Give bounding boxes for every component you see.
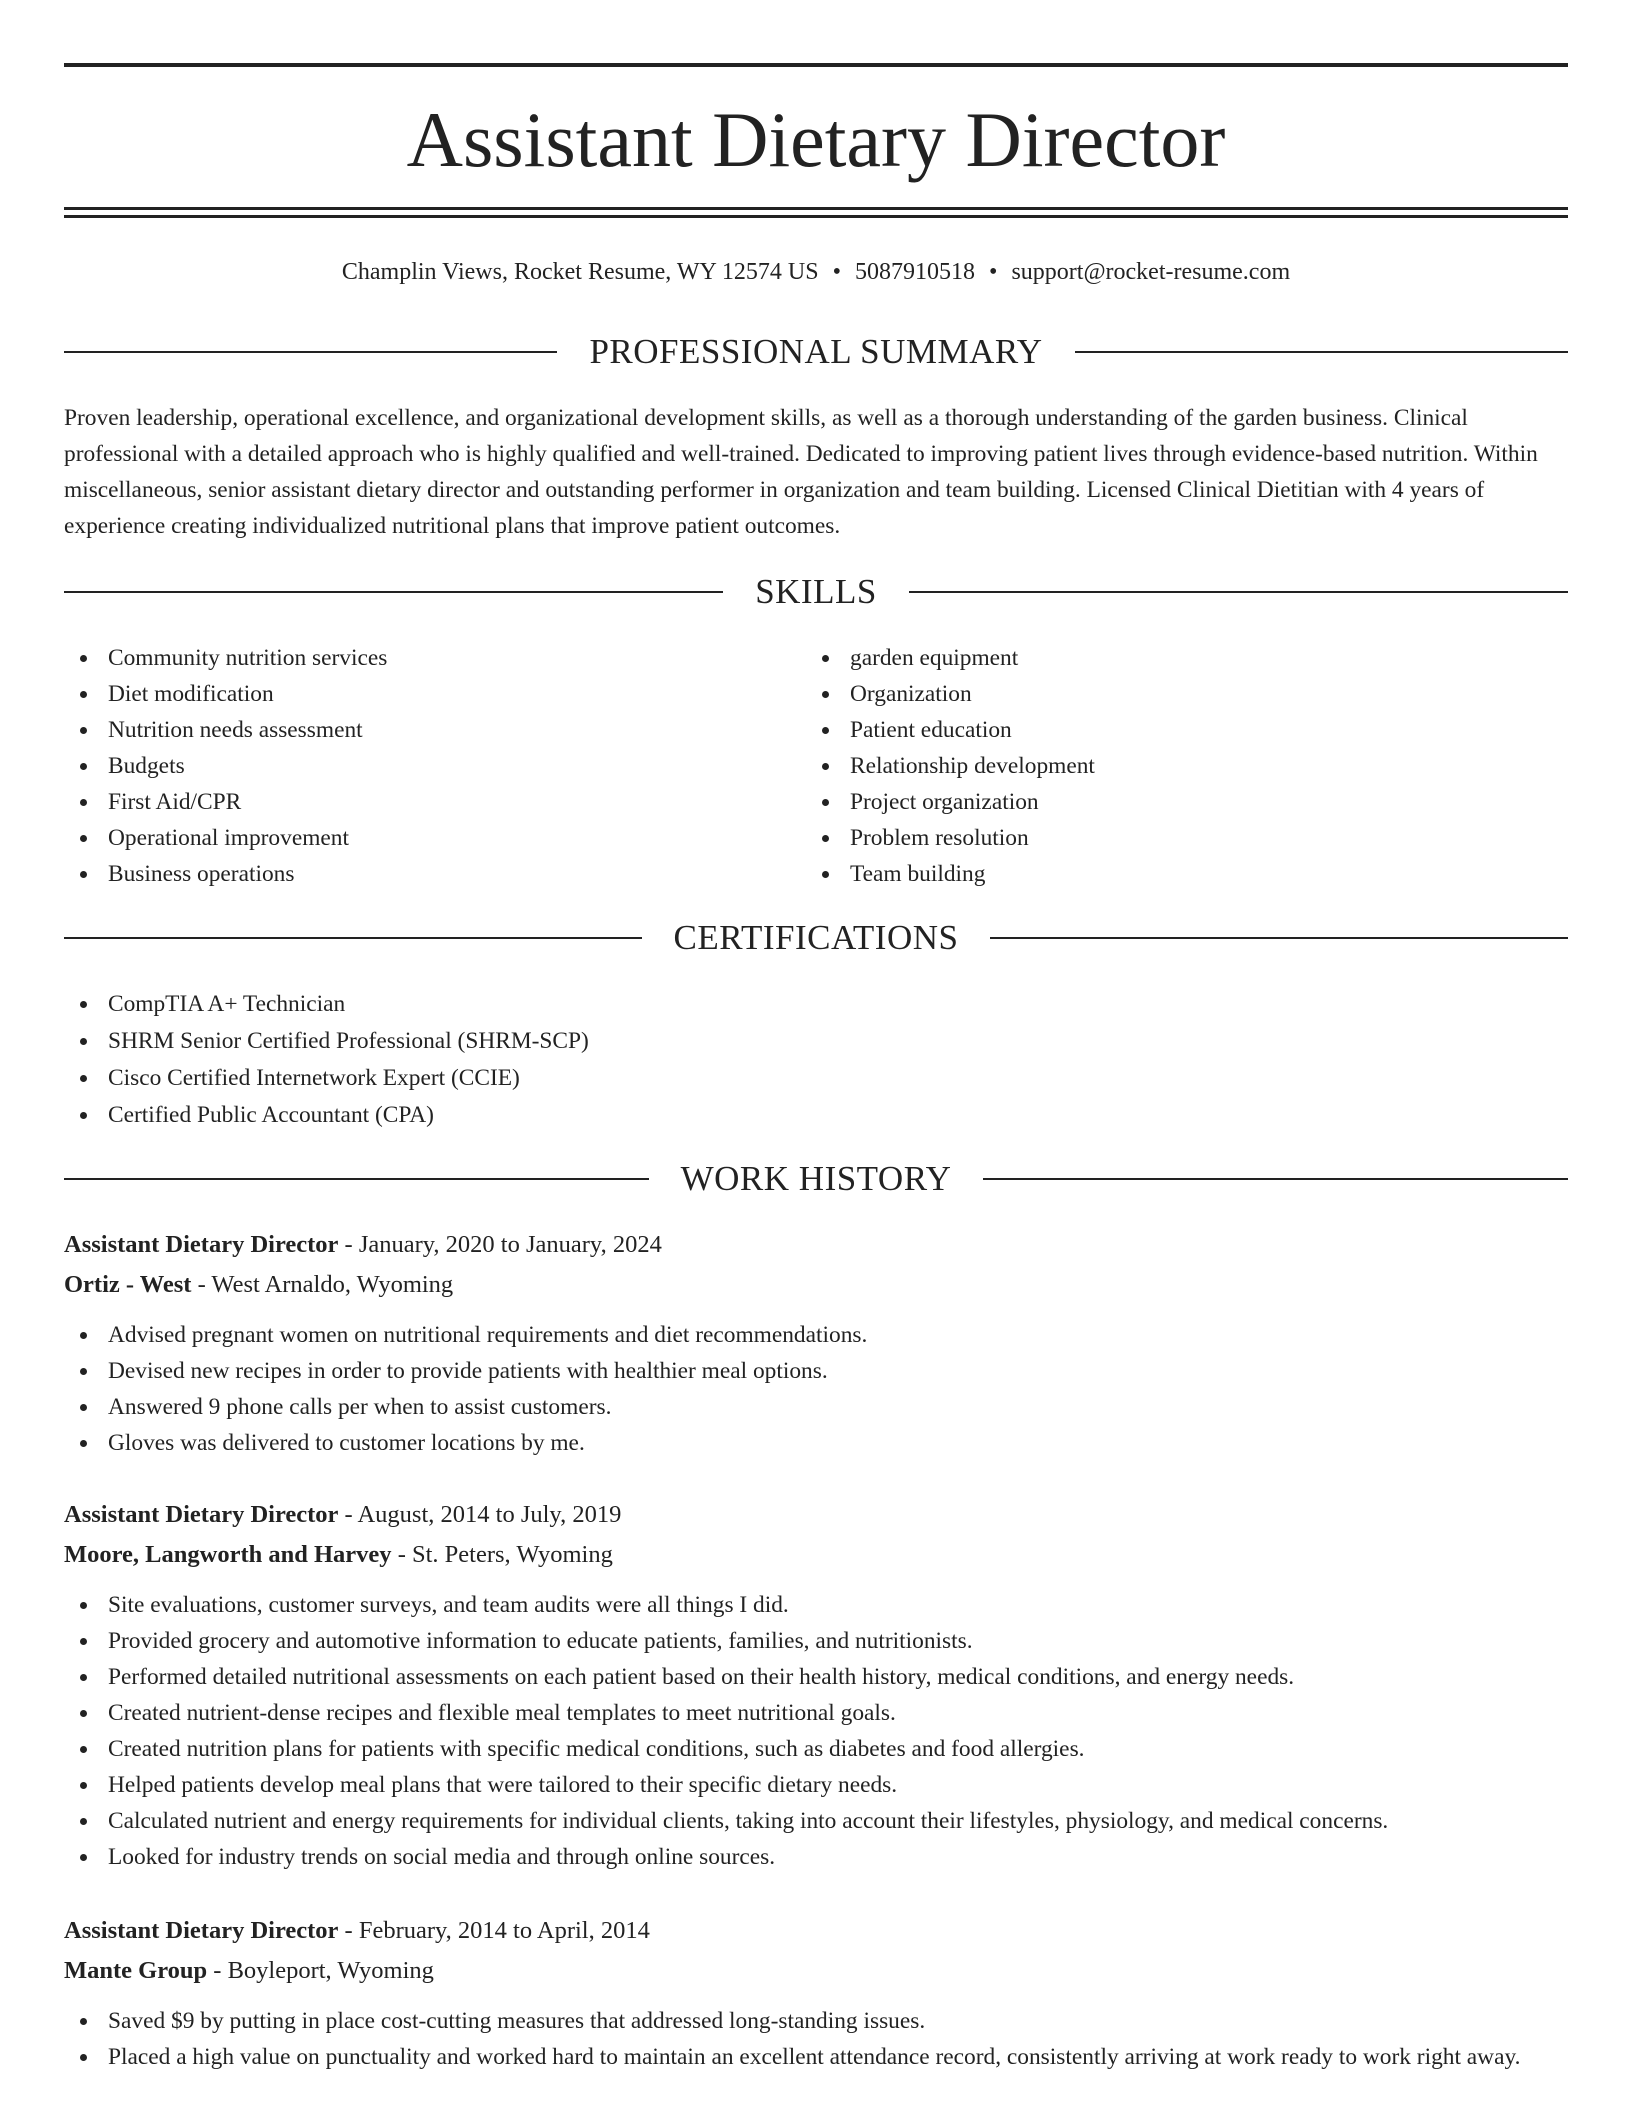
job-duty: Saved $9 by putting in place cost-cutting measures that addressed long-standing issues. [64,2003,1568,2039]
job-title: Assistant Dietary Director [64,1231,339,1258]
job-dates: - January, 2020 to January, 2024 [338,1231,662,1258]
skill-item: Patient education [806,712,1506,748]
job-title-line [64,1911,1568,1951]
job-duty: Looked for industry trends on social media and through online sources. [64,1839,1568,1875]
job-duty: Placed a high value on punctuality and worked hard to maintain an excellent attendance record, consistently arriving at work ready to work right away. [64,2039,1568,2075]
section-heading-skills [64,570,1568,614]
skill-item: Diet modification [64,676,764,712]
contact-separator: • [989,259,998,285]
job-location: - Boyleport, Wyoming [207,1957,434,1984]
job-company: Ortiz - West [64,1271,192,1298]
job-location: - West Arnaldo, Wyoming [191,1271,454,1298]
section-title: WORK HISTORY [680,1159,952,1198]
header-bottom-rule [64,207,1568,210]
skill-item: Team building [806,856,1506,892]
heading-rule [64,591,723,593]
page-title: Assistant Dietary Director [406,96,1226,183]
skill-item: Budgets [64,748,764,784]
contact-phone: 5087910518 [855,259,976,285]
section-title: PROFESSIONAL SUMMARY [589,332,1043,371]
skill-item: First Aid/CPR [64,784,764,820]
header-bottom-rule-inner [64,215,1568,218]
contact-line [64,254,1568,290]
job-duty: Helped patients develop meal plans that were tailored to their specific dietary needs. [64,1767,1568,1803]
skills-list-right [806,640,1506,892]
job-title: Assistant Dietary Director [64,1501,339,1528]
certifications-list [64,986,1568,1134]
contact-separator: • [832,259,842,285]
skill-item: Problem resolution [806,820,1506,856]
heading-rule [983,1178,1568,1180]
heading-rule [909,591,1568,593]
header-top-rule [64,63,1568,67]
job-dates: - February, 2014 to April, 2014 [338,1917,650,1944]
job-location: - St. Peters, Wyoming [391,1541,613,1568]
job-duties-list [64,2003,1568,2075]
job-entry [64,1225,1568,1461]
heading-rule [64,1178,649,1180]
contact-email: support@rocket-resume.com [1011,259,1291,285]
section-title: CERTIFICATIONS [673,918,959,957]
heading-rule [64,937,642,939]
skill-item: Operational improvement [64,820,764,856]
job-title-line [64,1225,1568,1265]
skills-list-left [64,640,764,892]
job-duty: Site evaluations, customer surveys, and team audits were all things I did. [64,1587,1568,1623]
certification-item: SHRM Senior Certified Professional (SHRM-SCP) [64,1023,1568,1060]
job-duty: Gloves was delivered to customer locations by me. [64,1425,1568,1461]
job-dates: - August, 2014 to July, 2019 [338,1501,622,1528]
heading-rule [64,351,557,353]
section-title: SKILLS [755,572,877,611]
skill-item: Nutrition needs assessment [64,712,764,748]
job-company-line [64,1951,1568,1991]
section-heading-certifications [64,916,1568,960]
job-entry [64,1495,1568,1875]
certification-item: Certified Public Accountant (CPA) [64,1097,1568,1134]
job-company: Moore, Langworth and Harvey [64,1541,392,1568]
summary-text: Proven leadership, operational excellence, and organizational development skills, as well as a thorough understanding of the garden business. Clinical professional with a detailed approach who is highly qualified and well-trained. Dedicated to improving patient lives through evidence-based nutrition. Within miscellaneous, senior assistant dietary director and outstanding performer in organization and team building. Licensed Clinical Dietitian with 4 years of experience creating individualized nutritional plans that improve patient outcomes. [64,405,1538,539]
job-duty: Calculated nutrient and energy requirements for individual clients, taking into account their lifestyles, physiology, and medical concerns. [64,1803,1568,1839]
job-duty: Created nutrition plans for patients with specific medical conditions, such as diabetes and food allergies. [64,1731,1568,1767]
skill-item: Organization [806,676,1506,712]
contact-address: Champlin Views, Rocket Resume, WY 12574 US [341,259,819,285]
job-duty: Performed detailed nutritional assessments on each patient based on their health history, medical conditions, and energy needs. [64,1659,1568,1695]
job-duty: Answered 9 phone calls per when to assist customers. [64,1389,1568,1425]
section-heading-summary [64,330,1568,374]
skill-item: Community nutrition services [64,640,764,676]
job-entry [64,1911,1568,2075]
job-duties-list [64,1587,1568,1875]
job-company: Mante Group [64,1957,208,1984]
heading-rule [990,937,1568,939]
job-company-line [64,1265,1568,1305]
section-heading-work-history [64,1157,1568,1201]
job-duty: Devised new recipes in order to provide patients with healthier meal options. [64,1353,1568,1389]
job-duties-list [64,1317,1568,1461]
job-title: Assistant Dietary Director [64,1917,339,1944]
job-duty: Provided grocery and automotive information to educate patients, families, and nutritionists. [64,1623,1568,1659]
skill-item: Relationship development [806,748,1506,784]
job-company-line [64,1535,1568,1575]
heading-rule [1075,351,1568,353]
skill-item: garden equipment [806,640,1506,676]
job-duty: Advised pregnant women on nutritional requirements and diet recommendations. [64,1317,1568,1353]
certification-item: CompTIA A+ Technician [64,986,1568,1023]
certification-item: Cisco Certified Internetwork Expert (CCIE) [64,1060,1568,1097]
skill-item: Project organization [806,784,1506,820]
job-title-line [64,1495,1568,1535]
job-duty: Created nutrient-dense recipes and flexible meal templates to meet nutritional goals. [64,1695,1568,1731]
skill-item: Business operations [64,856,764,892]
